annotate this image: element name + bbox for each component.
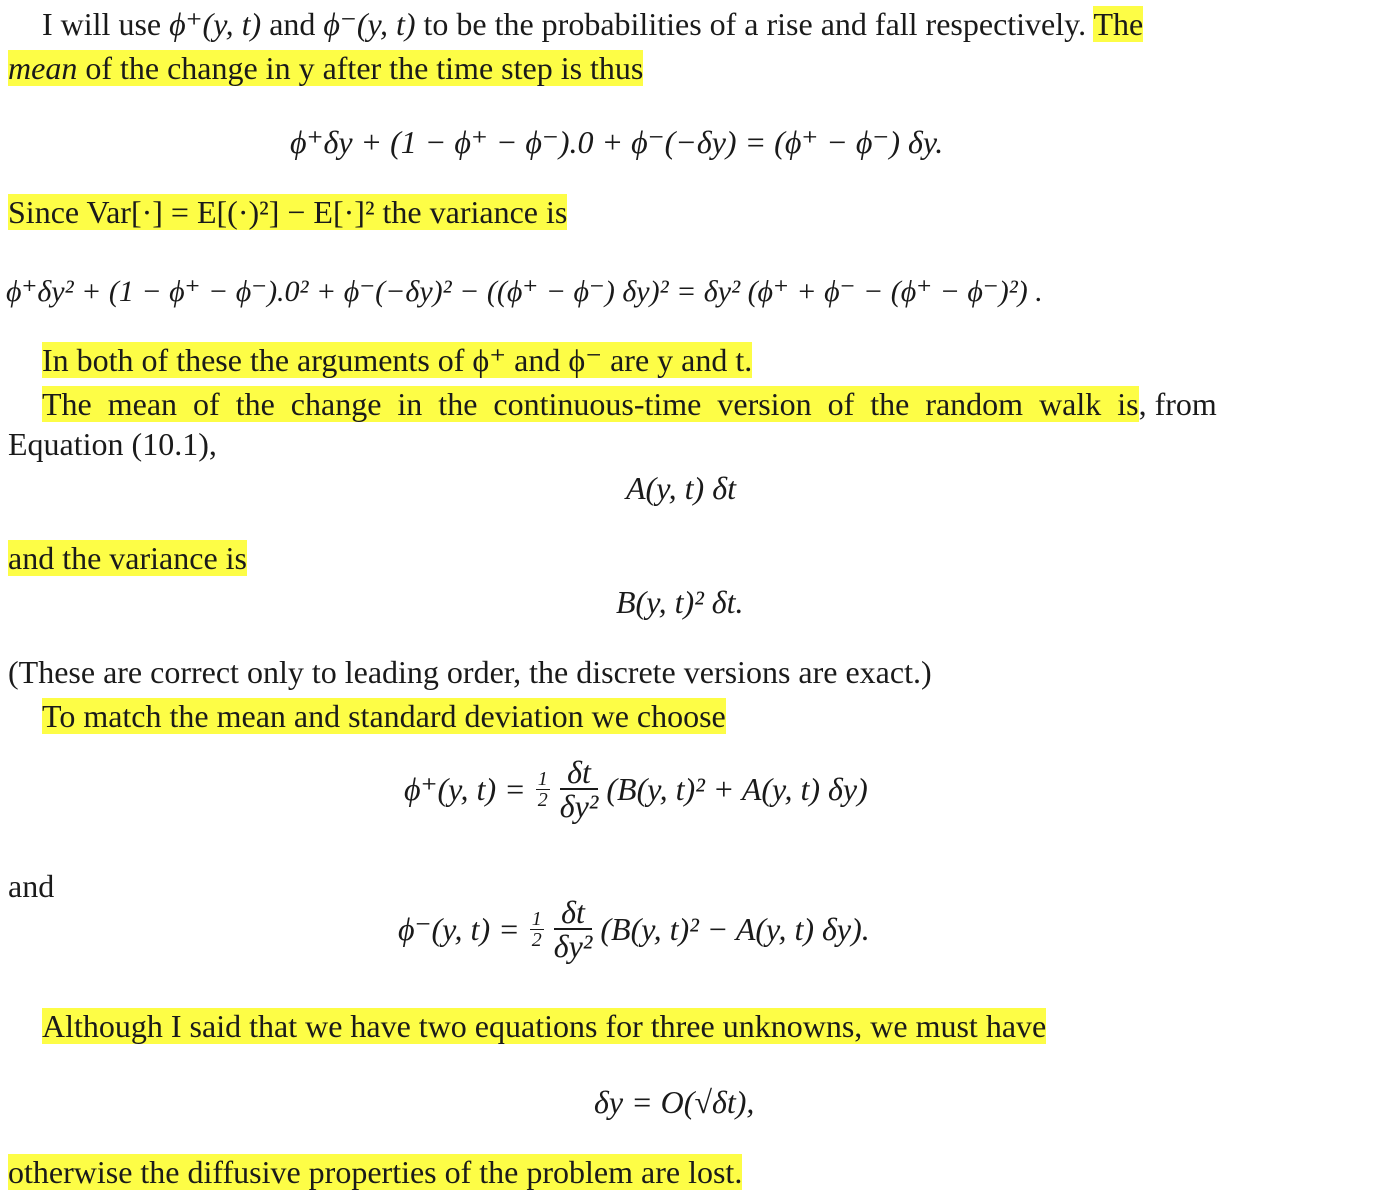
math-phi-minus: ϕ⁻(y, t) [323,6,416,42]
paragraph-7 [42,696,726,736]
paragraph-10 [8,1152,742,1192]
highlight-mean-change: The mean of the change in the continuous-time version of the random walk is [42,386,1139,422]
text: I will use [42,6,170,42]
paragraph-4-line-1 [42,384,1217,424]
paragraph-2 [8,192,567,232]
paragraph-4-line-2: Equation (10.1), [8,426,217,462]
highlight-match: To match the mean and standard deviation we choose [42,698,726,734]
text: , from [1138,386,1217,422]
highlight-although: Although I said that we have two equations for three unknowns, we must have [42,1008,1047,1044]
paragraph-9 [42,1006,1046,1046]
highlight-variance: Since Var[·] = E[(·)²] − E[·]² the variance is [8,194,568,230]
math-phi-plus: ϕ⁺(y, t) [169,6,262,42]
equation-1: ϕ⁺δy + (1 − ϕ⁺ − ϕ⁻).0 + ϕ⁻(−δy) = (ϕ⁺ − ϕ⁻) δy. [290,124,944,160]
eq6-half: $\frac{1}{2}$ [531,907,542,951]
equation-4: B(y, t)² δt. [616,584,744,620]
eq5-half: $\frac{1}{2}$ [537,767,548,811]
eq6-fraction: $\frac{\delta t}{\text{δy²}}$ [553,894,593,964]
eq5-fraction: $\frac{\delta t}{\text{δy²}}$ [559,754,599,824]
text-mean-italic: mean [8,50,78,86]
highlight-otherwise: otherwise the diffusive properties of the problem are lost. [8,1154,743,1190]
paragraph-1-line-1 [42,4,1143,44]
equation-2: ϕ⁺δy² + (1 − ϕ⁺ − ϕ⁻).0² + ϕ⁻(−δy)² − ((ϕ⁺ − ϕ⁻) δy)² = δy² (ϕ⁺ + ϕ⁻ − (ϕ⁺ − ϕ⁻)²) . [6,275,1043,308]
equation-3: A(y, t) δt [626,470,736,506]
equation-6 [398,896,870,962]
highlight-and-variance: and the variance is [8,540,247,576]
equation-7: δy = O(√δt), [594,1084,755,1120]
equation-5 [404,756,868,822]
eq6-rhs: (B(y, t)² − A(y, t) δy). [600,911,870,947]
highlight-arguments: In both of these the arguments of ϕ⁺ and ϕ⁻ are y and t. [42,342,753,378]
paragraph-6: (These are correct only to leading order, the discrete versions are exact.) [8,654,932,690]
eq6-lhs: ϕ⁻(y, t) = [398,911,528,947]
paragraph-5 [8,538,247,578]
text: and [261,6,324,42]
paragraph-3 [42,340,752,380]
text: to be the probabilities of a rise and fall respectively. [415,6,1094,42]
highlight-the: The [1093,6,1144,42]
text: of the change in y after the time step is thus [77,50,644,86]
eq5-rhs: (B(y, t)² + A(y, t) δy) [606,771,868,807]
paragraph-1-line-2 [8,48,643,88]
paragraph-8: and [8,868,55,904]
eq5-lhs: ϕ⁺(y, t) = [404,771,534,807]
